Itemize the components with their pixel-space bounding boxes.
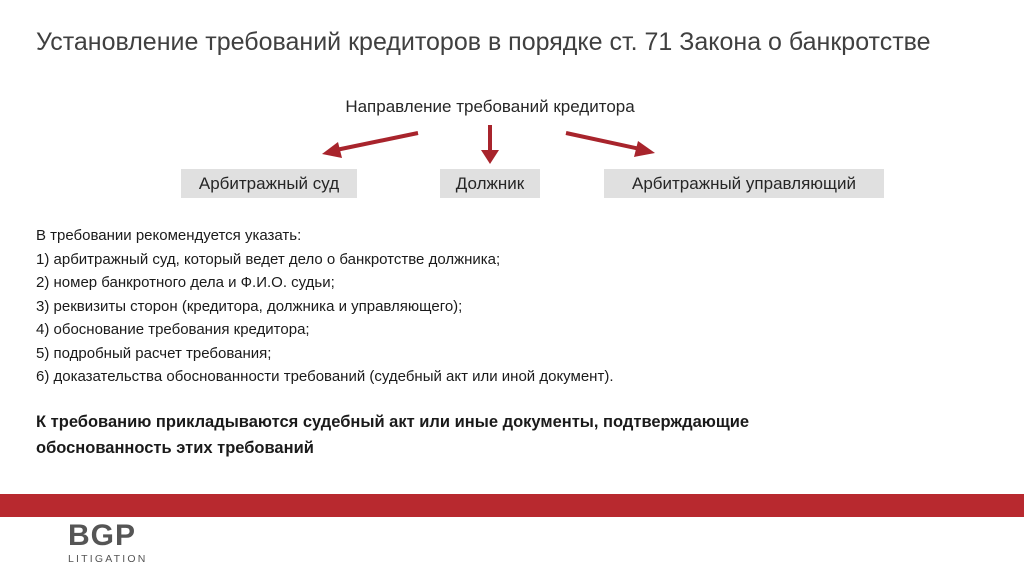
list-item: 6) доказательства обоснованности требований (судебный акт или иной документ). (36, 368, 614, 385)
arrow-down-icon (481, 125, 499, 164)
slide-title: Установление требований кредиторов в порядке ст. 71 Закона о банкротстве (36, 28, 931, 56)
list-item: 3) реквизиты сторон (кредитора, должника и управляющего); (36, 297, 463, 315)
arrow-left-down-icon (322, 133, 418, 158)
note-line: обоснованность этих требований (36, 439, 314, 457)
list-item: 5) подробный расчет требования; (36, 344, 272, 362)
list-item: 2) номер банкротного дела и Ф.И.О. судьи; (36, 274, 335, 291)
recommendations-list (36, 224, 614, 389)
logo-main-text: BGP (68, 519, 137, 552)
diagram-subtitle: Направление требований кредитора (345, 97, 635, 116)
attachment-note (36, 409, 749, 461)
company-logo (68, 520, 168, 568)
note-line: К требованию прикладываются судебный акт или иные документы, подтверждающие (36, 413, 750, 431)
box-arbitration-court: Арбитражный суд (181, 169, 357, 198)
box-arbitration-manager: Арбитражный управляющий (604, 169, 884, 198)
arrow-right-down-icon (566, 133, 655, 157)
list-item: 1) арбитражный суд, который ведет дело о банкротстве должника; (36, 250, 501, 268)
list-intro: В требовании рекомендуется указать: (36, 227, 302, 244)
logo-sub-text: LITIGATION (68, 553, 148, 565)
list-item: 4) обоснование требования кредитора; (36, 321, 310, 338)
footer-band (0, 494, 1024, 517)
box-debtor: Должник (440, 169, 540, 198)
